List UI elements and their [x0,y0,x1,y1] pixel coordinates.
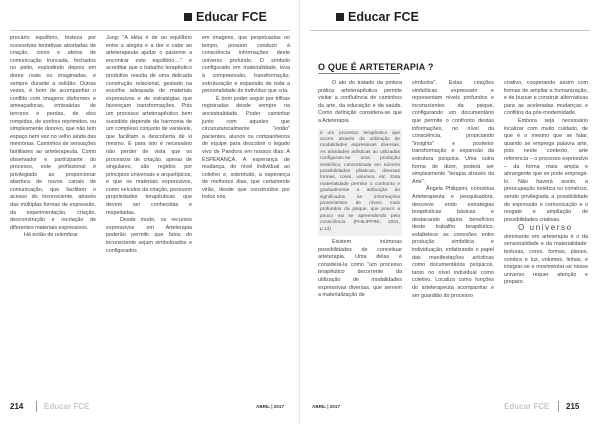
footer-brand-right: Educar FCE [504,402,550,411]
footer-brand-left: Educar FCE [44,402,90,411]
paragraph: Existem inúmeras possibilidades de conceituar arteterapia. Uma delas é considerá-la como "um processo terapêutico decorrente da utilização de modalidades expressivas diversas, que servem a materialização de [318,239,402,299]
right-column-3 [504,80,588,390]
right-column-2 [412,80,494,390]
paragraph: criativo, cooperando assim com formas de ampliar a humanização, e de buscar e construir alternativas para as aceleradas mudanças e conflitos da pós-modernidade. [504,80,588,117]
page-number-left: 214 [10,402,24,411]
left-column-1 [10,35,96,387]
masthead-left [184,10,267,24]
footer-divider [558,401,559,412]
footer-date-left: ABRIL | 2017 [256,404,285,409]
right-column-1 [318,80,402,390]
left-column-2 [106,35,192,387]
section-title: O QUE É ARTETERAPIA ? [318,62,434,72]
masthead-left-label: Educar FCE [196,10,267,24]
section-title-underline [318,73,400,74]
quote-box: é um processo terapêutico que ocorre através da utilização de modalidades expressivas diversas. As atividades artísticas ao utilizadas configuram-se uma produção simbólica, concretizada em número possibilidades plásticas, diversas formas, cores, volumes, etc. Esta materialidade permite o confronto e gradualmente a atribuição de significados às informações provenientes de níveis mais profundos da psique, que pouco a pouco vai se apreendendo pela consciência. (PHILIPPINI, 2001, p.13) [318,129,402,237]
spaced-lead: O universo [518,223,573,233]
square-icon [336,13,344,21]
header-rule-right [310,30,590,31]
paragraph: em imagens, que perpetuadas no tempo, possam conduzir à consciência informações deste universo profundo. O símbolo configurado em materialidade, leva à compreensão, transformação, estruturação e expansão de toda a personalidade do indivíduo que cria. [202,35,290,95]
left-column-3 [202,35,290,387]
paragraph: símbolos". Estas criações simbólicas expressam e representam níveis profundos e inconscientes da psique, configurando um documentário que permite o confronto destas informações, no nível da consciência, propiciando "insights" e posterior transformação e expansão da estrutura psíquica. Uma outra forma de dizer, poderá ser simplesmente "terapia através da Arte". [412,80,494,185]
page-number-right: 215 [566,402,580,411]
paragraph [504,224,588,234]
header-rule-left [10,30,290,31]
paragraph: Desde modo, os recursos expressivos em Arteterapia poderão permitir que fatos do inconsciente sejam simbolizados e configurados [106,217,192,254]
footer-divider [36,401,37,412]
paragraph: É bom poder seguir por trilhas registradas desde sempre na ancestralidade. Poder caminhar junto com aqueles que circunstancialmente "estão" pacientes, alunos ou companheiros de equipe para descobrir o legado vivo de Pandora em nossos dias: A ESPERANÇA. A esperança de mudança, do nível individual ao coletivo e, sobretudo, a esperança de melhores dias, que certamente virão, desde que construídos por todos nós. [202,95,290,201]
square-icon [184,13,192,21]
paragraph: dominante em arteterapia é o da sensorialidade e da materialidade: texturas, cores, formas, planos, sombra e luz, volumes, linhas, e integrar-se e movimentar-se nesse universo requer atenção e preparo. [504,233,588,286]
paragraph: O ato do tratado da pintura prática arteterapêutica permite visitar a confluência de caminhos da arte, da educação e da saúde. Como definição considera-se que a Arteterapia [318,80,402,124]
paragraph: Embora seja necessário localizar com muito cuidado, de que é o mesmo que se falar, quando se emprega palavra arte, pois neste contexto, arte referencia – o processo expressivo – da forma mais ampla e abrangente que se pode empregá-lo. Não haverá assim, a preocupação estética ou comércio, sendo privilegiada a possibilidade de expressão e comunicação e o resgate e ampliação de possibilidades criativas. [504,117,588,223]
paragraph: Jung: "A idéia é de ao equilíbrio entre a alegria e a dor e cabe ao arteterapeuta ajudar o paciente a encontrar este equilíbrio...." e acreditar que o trabalho terapêutico produtivo resulta de uma delicada construção relacional, gestado na escolha adequada de materiais expressivos e de estratégias que favoreçam transformações. Pois um processo arteterapêutico bem sucedido depende da harmonia de um complexo conjunto de variáveis, que facilitam a descoberta de si mesmo. É para isto é necessário não perder de vista que os processos de criação, apesar de singulares, são regidos por princípios universais e arquetípicos, e que os materiais expressivos, como veículos da criação, possuem propriedades terapêuticas que devem ser conhecidas e respeitadas. [106,35,192,216]
footer-date-right: ABRIL | 2017 [312,404,341,409]
masthead-right-label: Educar FCE [348,10,419,24]
paragraph: Há então de relembrar [24,232,78,239]
masthead-right [336,10,419,24]
paragraph: precário equilíbrio, tristeza por sucessivas tentativas abortadas de criação, cores e afetos de comunicação truncada, fechados no peito, explodindo depois em dores reais ou imaginadas, e sempre durante a solidão. Outras vezes, é bom de acompanhar o conflito com imagens disformes e ameaçadoras, emissárias de terrores e perdas, de elos rompidos, de sonhos reprimidos, ou simplesmente donovo, que não tem espaço nem vez no velho ainda das memórias. Caminhos de sensações familiares ao arteterapeuta. Como observador e partícipante do processo, este profissional é privilegiado ao proporcionar abertura de novos canais de comunicação, que facilitam o acesso do inconsciente, através das múltiplas formas de expressão, da experimentação, criação, desconstrução e recriação de diferentes materiais expressivos. [10,35,96,231]
paragraph: Ângela Philippini, conceitua Arteterapeuta e pesquisadora, descreve endo estratégias terapêuticas básicas e destacando alguns benefícios deste trabalho terapêutico, estabelece as conexões entre produção simbólica e individuação, enfatizando o papel das manifestações artísticas como documentários psíquicos, tanto no nível individual como coletivo. Localiza como funções do arteterapeuta acompanhar e ser guardião do processo [412,186,494,299]
